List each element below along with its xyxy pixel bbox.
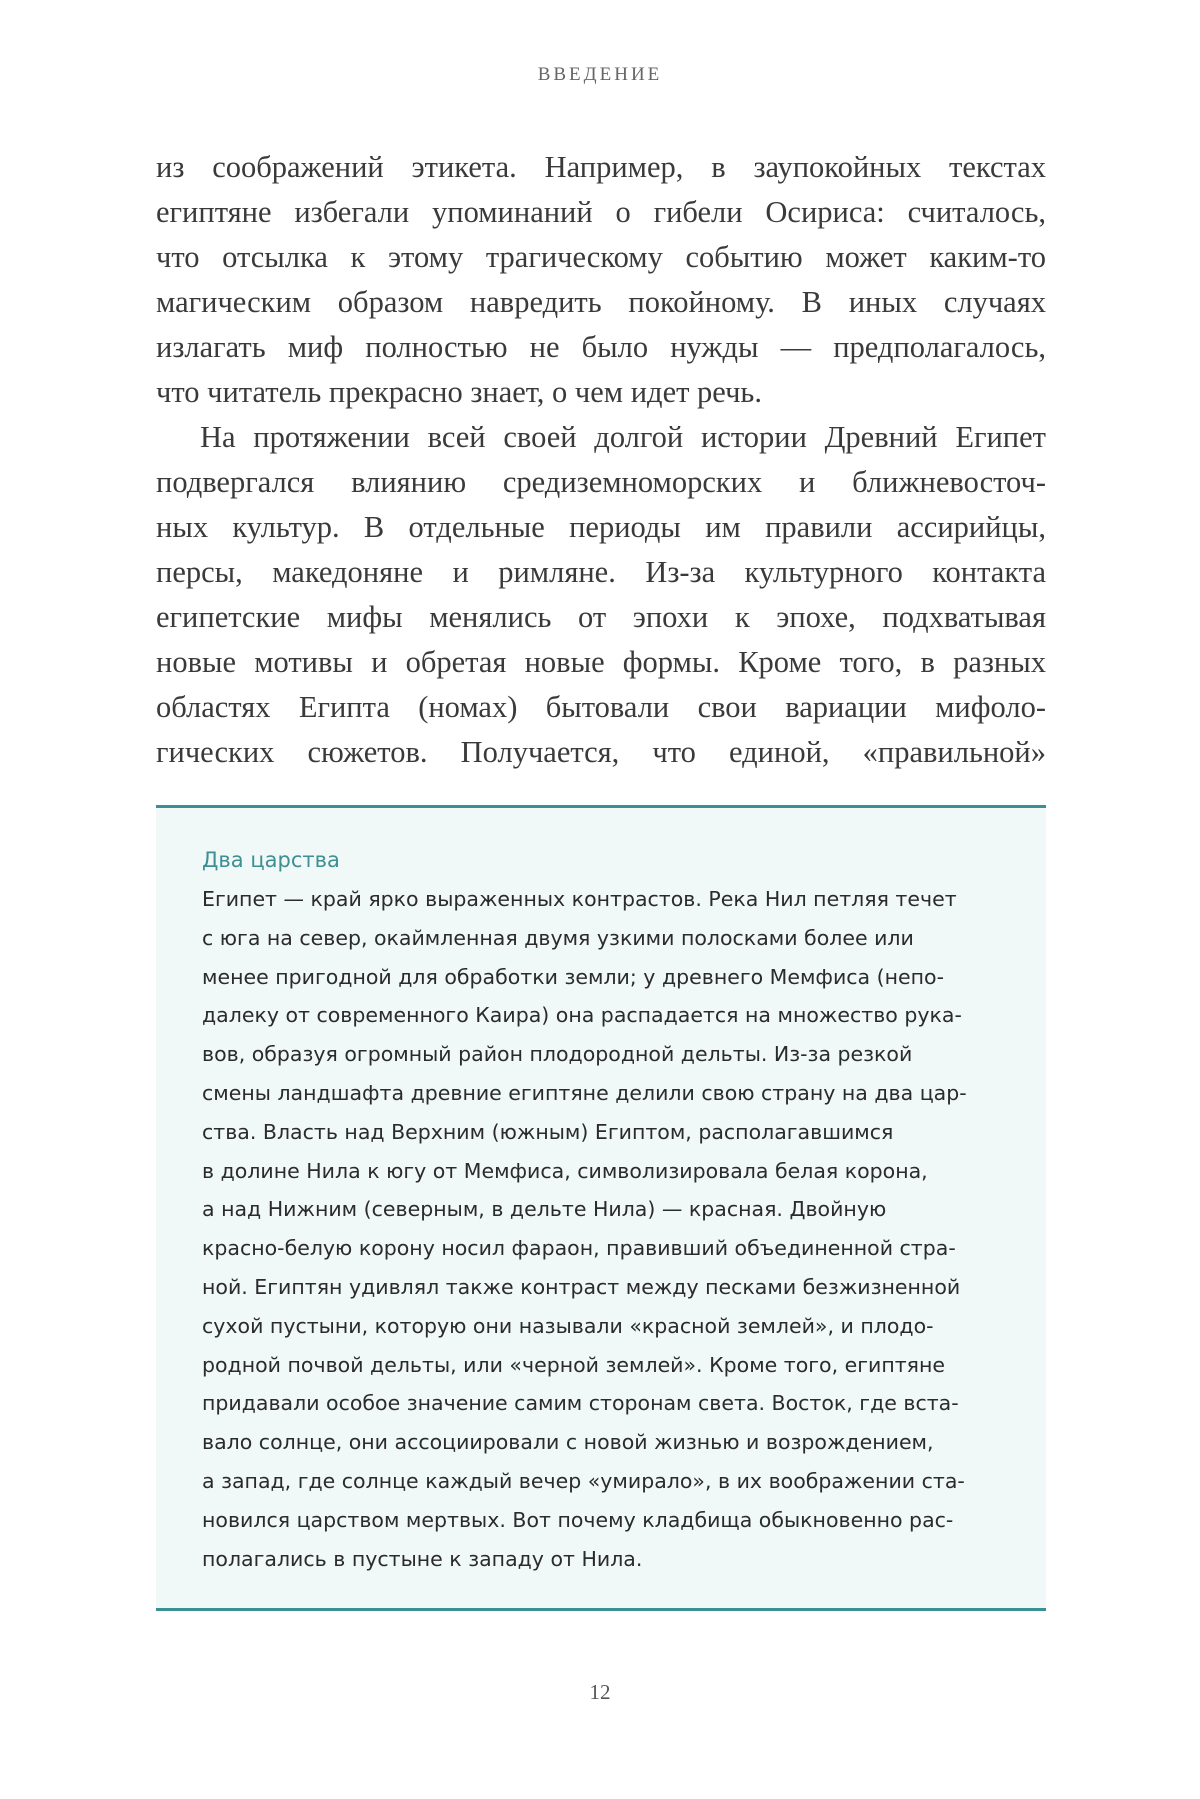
sidebar-line: вов, образуя огромный район плодородной дельты. Из-за резкой (202, 1042, 913, 1067)
page-number: 12 (589, 1680, 611, 1704)
sidebar-line: красно-белую корону носил фараон, правивший объединенной стра- (202, 1236, 956, 1261)
sidebar-line: новился царством мертвых. Вот почему кладбища обыкновенно рас- (202, 1507, 954, 1532)
text-line: областях Египта (номах) бытовали свои вариации мифоло- (156, 690, 1046, 724)
running-head: ВВЕДЕНИЕ (537, 64, 663, 85)
text-line: магическим образом навредить покойному. В иных случаях (156, 285, 1046, 319)
text-line: что читатель прекрасно знает, о чем идет речь. (156, 375, 762, 409)
text-line: что отсылка к этому трагическому событию может каким-то (156, 240, 1046, 274)
text-line: новые мотивы и обретая новые формы. Кроме того, в разных (156, 645, 1046, 679)
sidebar-box (156, 805, 1046, 1611)
sidebar-line: в долине Нила к югу от Мемфиса, символизировала белая корона, (202, 1158, 928, 1183)
sidebar-line: ной. Египтян удивлял также контраст между песками безжизненной (202, 1274, 961, 1299)
sidebar-line: родной почвой дельты, или «черной землей». Кроме того, египтяне (202, 1352, 946, 1377)
text-line: египтяне избегали упоминаний о гибели Осириса: считалось, (156, 195, 1046, 229)
text-line: персы, македоняне и римляне. Из-за культурного контакта (156, 555, 1046, 589)
text-line: подвергался влиянию средиземноморских и ближневосточ- (156, 465, 1046, 499)
sidebar-line: далеку от современного Каира) она распадается на множество рука- (202, 1003, 962, 1028)
text-line: ных культур. В отдельные периоды им правили ассирийцы, (156, 510, 1046, 544)
sidebar-line: сухой пустыни, которую они называли «красной землей», и плодо- (202, 1313, 934, 1338)
text-line: излагать миф полностью не было нужды — предполагалось, (156, 330, 1046, 364)
sidebar-line: Египет — край ярко выраженных контрастов. Река Нил петляя течет (202, 887, 957, 911)
sidebar-line: менее пригодной для обработки земли; у древнего Мемфиса (непо- (202, 964, 944, 989)
text-line: гических сюжетов. Получается, что единой, «правильной» (156, 735, 1046, 769)
sidebar-line: с юга на север, окаймленная двумя узкими полосками более или (202, 925, 914, 950)
sidebar-line: а запад, где солнце каждый вечер «умирало», в их воображении ста- (202, 1468, 965, 1493)
sidebar-line: смены ландшафта древние египтяне делили свою страну на два цар- (202, 1080, 967, 1105)
sidebar-line: а над Нижним (северным, в дельте Нила) — красная. Двойную (202, 1197, 887, 1222)
sidebar-line: полагались в пустыне к западу от Нила. (202, 1546, 643, 1571)
text-line: На протяжении всей своей долгой истории Древний Египет (200, 420, 1046, 454)
sidebar-line: вало солнце, они ассоциировали с новой жизнью и возрождением, (202, 1430, 934, 1455)
main-text (156, 145, 1046, 775)
text-line: из соображений этикета. Например, в заупокойных текстах (156, 150, 1046, 184)
sidebar-text (202, 880, 1002, 1578)
sidebar-title: Два царства (202, 848, 340, 872)
sidebar-line: придавали особое значение самим сторонам света. Восток, где вста- (202, 1391, 959, 1416)
sidebar-line: ства. Власть над Верхним (южным) Египтом, располагавшимся (202, 1119, 894, 1144)
text-line: египетские мифы менялись от эпохи к эпохе, подхватывая (156, 600, 1046, 634)
